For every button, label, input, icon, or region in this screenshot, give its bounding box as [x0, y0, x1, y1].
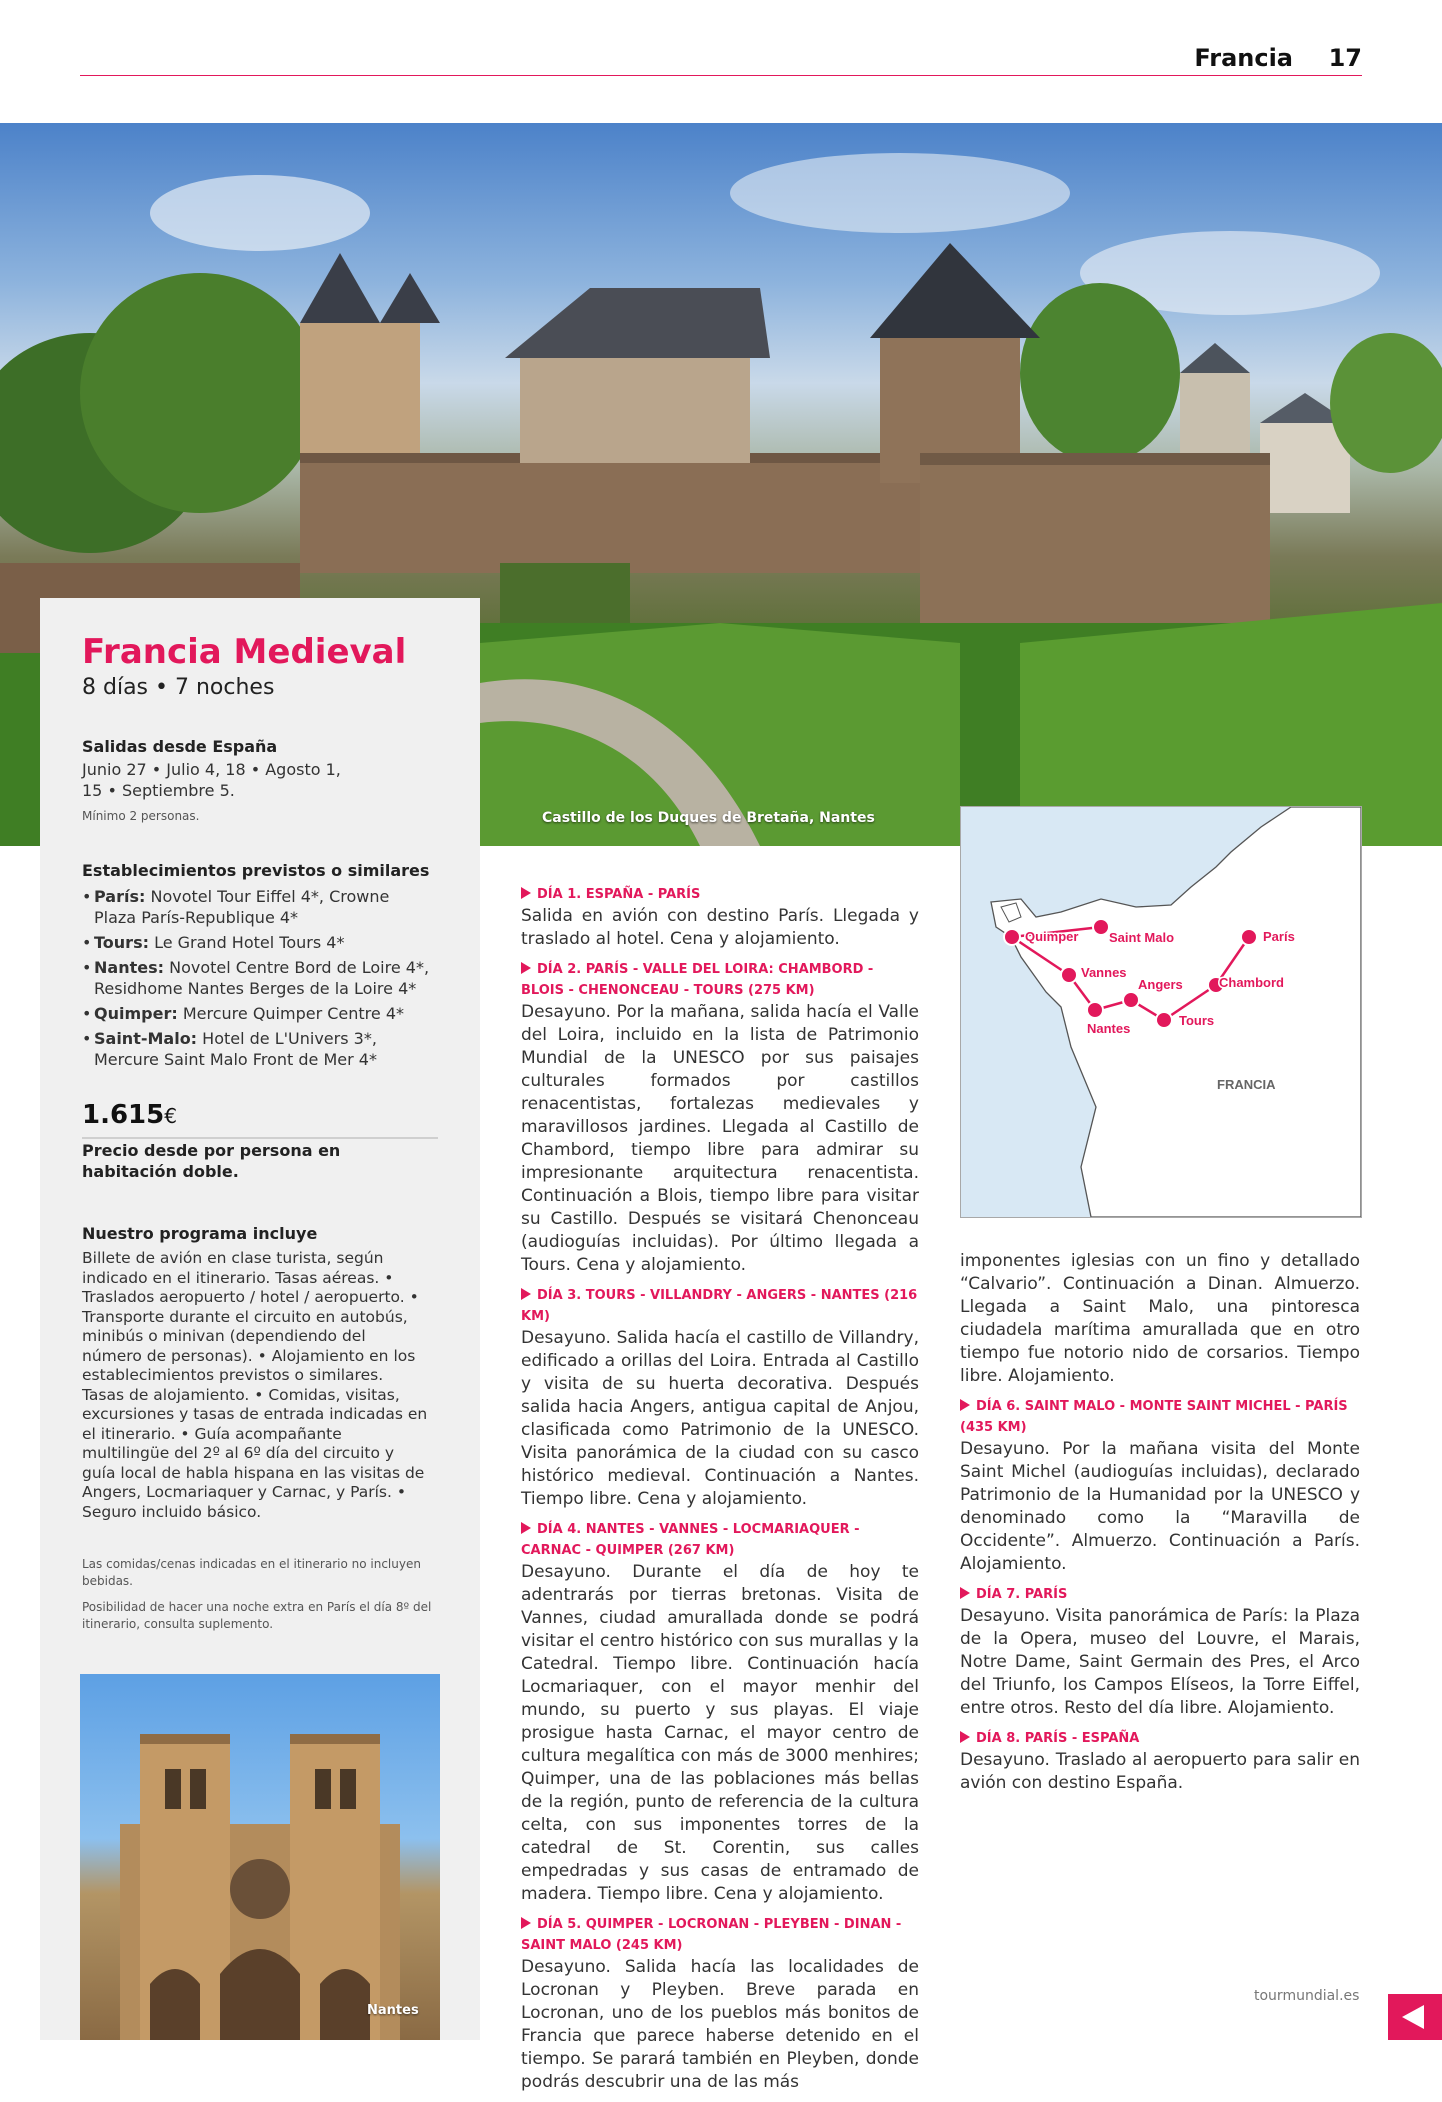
hotel-city: París: — [94, 887, 146, 906]
day-title: DÍA 2. PARÍS - VALLE DEL LOIRA: CHAMBORD - BLOIS - CHENONCEAU - TOURS (275 KM) — [521, 962, 874, 998]
hotel-names: Le Grand Hotel Tours 4* — [154, 933, 345, 952]
map-label-paris: París — [1263, 929, 1295, 944]
day-description: Desayuno. Visita panorámica de París: la Plaza de la Opera, museo del Louvre, el Marais, Notre Dame, Saint Germain des Pres, el Arco del Triunfo, los Campos Elíseos, la Torre Eiffel, entre otros. Resto del día libre. Alojamiento. — [960, 1606, 1360, 1718]
meals-note: Las comidas/cenas indicadas en el itinerario no incluyen bebidas. — [82, 1557, 421, 1588]
day-title: DÍA 4. NANTES - VANNES - LOCMARIAQUER - CARNAC - QUIMPER (267 KM) — [521, 1522, 860, 1558]
list-item — [82, 1028, 432, 1070]
hotel-city: Tours: — [94, 933, 149, 952]
day-heading — [521, 1519, 919, 1561]
day-title: DÍA 1. ESPAÑA - PARÍS — [537, 887, 701, 902]
day-description: Desayuno. Traslado al aeropuerto para salir en avión con destino España. — [960, 1750, 1360, 1793]
day-title: DÍA 5. QUIMPER - LOCRONAN - PLEYBEN - DINAN - SAINT MALO (245 KM) — [521, 1917, 902, 1953]
arrow-icon — [521, 1522, 531, 1534]
header-divider — [80, 75, 1362, 76]
arrow-icon — [521, 1917, 531, 1929]
hotel-names: Novotel Centre Bord de Loire 4*, Residhome Nantes Berges de la Loire 4* — [94, 958, 430, 998]
arrow-icon — [521, 1288, 531, 1300]
day-description: Desayuno. Por la mañana visita del Monte Saint Michel (audioguías incluidas), declarado Patrimonio de la Humanidad por la UNESCO y denominado como la “Maravilla de Occidente”. Almuerzo. Continuación a París. Alojamiento. — [960, 1439, 1360, 1574]
itinerary-column-right — [960, 1250, 1360, 1803]
hotels-list — [82, 886, 432, 1074]
departures-dates: Junio 27 • Julio 4, 18 • Agosto 1, 15 • Septiembre 5. — [82, 760, 341, 800]
arrow-icon — [960, 1731, 970, 1743]
price-value: 1.615 — [82, 1100, 165, 1130]
day-title: DÍA 3. TOURS - VILLANDRY - ANGERS - NANTES (216 KM) — [521, 1288, 918, 1324]
departures-heading: Salidas desde España — [82, 737, 278, 756]
day-title: DÍA 8. PARÍS - ESPAÑA — [976, 1731, 1140, 1746]
day-description: Desayuno. Durante el día de hoy te adentrarás por tierras bretonas. Visita de Vannes, ciudad amurallada donde se podrá visitar el centro histórico con sus murallas y la Catedral. Tiempo libre. Continuación hacía Locmariaquer, con el mayor menhir del mundo, su puerto y sus playas. El viaje prosigue hasta Carnac, el mayor centro de cultura megalítica con más de 3000 menhires; Quimper, una de las poblaciones más bellas de la región, punto de referencia de la cultura celta, con sus imponentes torres de la catedral de St. Corentin, sus calles empedradas y sus casas de entramado de madera. Tiempo libre. Cena y alojamiento. — [521, 1562, 919, 1904]
map-country-label: FRANCIA — [1217, 1077, 1276, 1092]
day-description: Desayuno. Por la mañana, salida hacía el Valle del Loira, incluido en la lista de Patrimonio Mundial de la UNESCO por sus paisajes culturales formados por castillos renacentistas, fortalezas medievales y maravillosos jardines. Llegada al Castillo de Chambord, tiempo libre para admirar su impresionante arquitectura renacentista. Continuación a Blois, tiempo libre para visitar su Castillo. Después se visitará Chenonceau (audioguías incluidas). Por último llegada a Tours. Cena y alojamiento. — [521, 1002, 919, 1275]
page-number: 17 — [1328, 44, 1362, 72]
hotel-names: Mercure Quimper Centre 4* — [182, 1004, 405, 1023]
day-description: Desayuno. Salida hacía las localidades de Locronan y Pleyben. Breve parada en Locronan, uno de los pueblos más bonitos de Francia que parece haberse detenido en el tiempo. Se parará también en Pleyben, donde podrás descubrir una de las más — [521, 1957, 919, 2092]
list-item — [82, 1003, 432, 1024]
footer-url: tourmundial.es — [1254, 1988, 1360, 2004]
back-arrow-button[interactable] — [1388, 1994, 1442, 2040]
list-item — [82, 886, 432, 928]
extra-night-note: Posibilidad de hacer una noche extra en París el día 8º del itinerario, consulta suplemento. — [82, 1600, 432, 1631]
hero-caption: Castillo de los Duques de Bretaña, Nantes — [542, 810, 875, 826]
minimum-note: Mínimo 2 personas. — [82, 809, 200, 823]
hotel-names: Hotel de L'Univers 3*, Mercure Saint Malo Front de Mer 4* — [94, 1029, 377, 1069]
day-description: Salida en avión con destino París. Llegada y traslado al hotel. Cena y alojamiento. — [521, 906, 919, 949]
section-title: Francia — [1194, 44, 1293, 72]
arrow-icon — [960, 1399, 970, 1411]
map-label-saint-malo: Saint Malo — [1109, 930, 1175, 945]
photo-caption: Nantes — [367, 2003, 419, 2018]
map-label-nantes: Nantes — [1087, 1021, 1131, 1036]
list-item — [82, 957, 432, 999]
list-item — [82, 932, 432, 953]
tour-title: Francia Medieval — [82, 632, 407, 672]
map-label-angers: Angers — [1138, 977, 1183, 992]
arrow-icon — [521, 962, 531, 974]
arrow-icon — [521, 887, 531, 899]
itinerary-column-left — [521, 884, 919, 2102]
hotel-city: Quimper: — [94, 1004, 178, 1023]
day-heading — [521, 884, 919, 905]
day-title: DÍA 6. SAINT MALO - MONTE SAINT MICHEL - PARÍS (435 KM) — [960, 1399, 1348, 1435]
includes-heading: Nuestro programa incluye — [82, 1224, 318, 1243]
day-heading — [960, 1728, 1360, 1749]
day-heading — [960, 1396, 1360, 1438]
hotel-city: Saint-Malo: — [94, 1029, 198, 1048]
nantes-cathedral-photo — [80, 1674, 440, 2040]
hotel-names: Novotel Tour Eiffel 4*, Crowne Plaza París-Republique 4* — [94, 887, 390, 927]
day-heading — [521, 959, 919, 1001]
includes-text: Billete de avión en clase turista, según indicado en el itinerario. Tasas aéreas. • Traslados aeropuerto / hotel / aeropuerto. • Transporte durante el circuito en autobús, minibús o minivan (dependiendo del número de personas). • Alojamiento en los establecimientos previstos o similares. Tasas de alojamiento. • Comidas, visitas, excursiones y tasas de entrada indicadas en el itinerario. • Guía acompañante multilingüe del 2º al 6º día del circuito y guía local de habla hispana en las visitas de Angers, Locmariaquer y Carnac, y París. • Seguro incluido básico. — [82, 1249, 428, 1521]
tour-price — [82, 1100, 177, 1130]
route-map — [960, 806, 1362, 1218]
map-label-vannes: Vannes — [1081, 965, 1127, 980]
map-label-chambord: Chambord — [1219, 975, 1284, 990]
day-description: Desayuno. Salida hacía el castillo de Villandry, edificado a orillas del Loira. Entrada al Castillo y visita de su huerta decorativa. Después salida hacia Angers, antigua capital de Anjou, clasificada como Patrimonio de la UNESCO. Visita panorámica de la ciudad con su casco histórico medieval. Continuación a Nantes. Tiempo libre. Cena y alojamiento. — [521, 1328, 919, 1509]
day-title: DÍA 7. PARÍS — [976, 1587, 1068, 1602]
price-note: Precio desde por persona en habitación doble. — [82, 1141, 341, 1181]
day-heading — [521, 1285, 919, 1327]
hotel-city: Nantes: — [94, 958, 164, 977]
tour-duration: 8 días • 7 noches — [82, 675, 275, 700]
hotels-heading: Establecimientos previstos o similares — [82, 861, 430, 880]
day-heading — [960, 1584, 1360, 1605]
arrow-icon — [960, 1587, 970, 1599]
map-label-quimper: Quimper — [1025, 929, 1079, 944]
day-heading — [521, 1914, 919, 1956]
price-divider — [82, 1137, 438, 1139]
price-currency: € — [164, 1104, 177, 1128]
map-label-tours: Tours — [1179, 1013, 1215, 1028]
day-description: imponentes iglesias con un fino y detallado “Calvario”. Continuación a Dinan. Almuerzo. Llegada a Saint Malo, una pintoresca ciudadela marítima amurallada que en otro tiempo fue notorio nido de corsarios. Tiempo libre. Alojamiento. — [960, 1251, 1360, 1386]
